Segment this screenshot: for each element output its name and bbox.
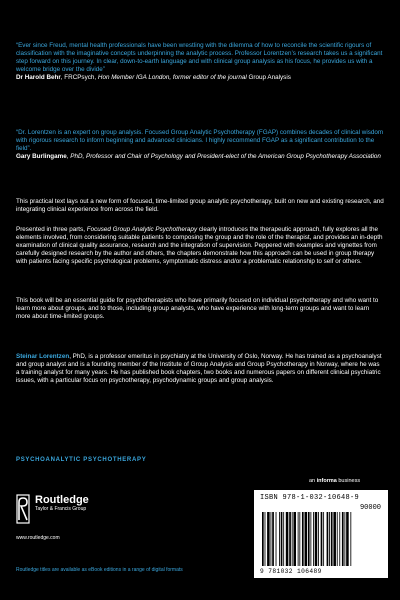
- book-title-inline: Focused Group Analytic Psychotherapy: [86, 226, 198, 233]
- endorser-degree: , PhD,: [66, 153, 86, 161]
- author-bio-text: , PhD, is a professor emeritus in psychiatry at the University of Oslo, Norway. He has trained as a psychoanalyst and group analyst and is a founding member of the Institute of Group Analysis and Group Psychotherapy in Norway, where he was a training analyst for many years. He has published book chapters, two books and numerous papers on different clinical psychiatric issues, with a particular focus on psychotherapy, psychodynamic groups and group analysis.: [16, 353, 382, 385]
- endorsement-burlingame: [16, 129, 384, 161]
- ebook-note: Routledge titles are available as eBook editions in a range of digital formats: [16, 567, 183, 573]
- publisher-logo: [16, 494, 89, 524]
- barcode: [254, 490, 388, 578]
- price-code: 90000: [359, 504, 381, 512]
- series-name: PSYCHOANALYTIC PSYCHOTHERAPY: [16, 457, 147, 463]
- endorsement-behr: [16, 42, 384, 82]
- endorser-name: Dr Harold Behr: [16, 74, 61, 82]
- endorsement-attribution: [16, 74, 384, 82]
- description-paragraph-3: This book will be an essential guide for psychotherapists who have primarily focused on individual psychotherapy and who want to learn more about groups, and to those, including group analysts, who have experience with long-term groups and want to learn more about time-limited groups.: [16, 297, 379, 321]
- author-bio: [16, 353, 384, 385]
- publisher-group: Taylor & Francis Group: [35, 506, 87, 512]
- routledge-logo-icon: [16, 494, 30, 524]
- isbn-label: ISBN 978-1-032-10648-9: [260, 494, 360, 502]
- author-name: Steinar Lorentzen: [16, 353, 70, 360]
- description-paragraph-1: This practical text lays out a new form of focused, time-limited group analytic psychotherapy, built on new and existing research, and integrating clinical experience from across the field.: [16, 198, 384, 214]
- publisher-name: Routledge: [35, 494, 89, 506]
- endorser-role: Hon Member IGA London, former editor of the journal: [97, 74, 247, 82]
- isbn-digits: 9 781032 106489: [260, 568, 322, 575]
- endorsement-attribution: [16, 153, 384, 161]
- endorser-role: Professor and Chair of Psychology and President-elect of the American Group Psychotherapy Association: [86, 153, 381, 161]
- endorser-journal: Group Analysis: [246, 74, 291, 82]
- publisher-url: www.routledge.com: [16, 535, 60, 541]
- description-paragraph-2: Presented in three parts, Focused Group Analytic Psychotherapy clearly introduces the therapeutic approach, fully explores all the elements involved, from considering suitable patients to composing the group and the role of the therapist, and provides an in-depth examination of clinical quality assurance, research and the integration of supervision. Peppered with examples and vignettes from carefully designed research by the author and others, the chapters demonstrate how this approach can be used in group therapy with patients facing specific psychological problems, symptomatic distress and/or a problematic relationship to self or others.: [16, 226, 383, 266]
- endorser-degree: , FRCPsych,: [60, 74, 98, 82]
- endorsement-quote: “Ever since Freud, mental health professionals have been wrestling with the dilemma of how to reconcile the scientific rigours of classification with the imaginative concepts underpinning the analytic process. Professor Lorentzen’s research takes us a significant step forward on this journey. In clear, down-to-earth language and with clinical group analysis as his focus, he provides us with a welcome bridge over the divide”: [16, 42, 383, 74]
- endorser-name: Gary Burlingame: [16, 153, 67, 161]
- barcode-bars-icon: [262, 512, 380, 568]
- endorsement-quote: “Dr. Lorentzen is an expert on group analysis. Focused Group Analytic Psychotherapy (FGAP) combines decades of clinical wisdom with rigorous research to inform beginning and advanced clinicians. I highly recommend FGAP as a significant contribution to the field”.: [16, 129, 384, 153]
- informa-business-label: an informa business: [309, 478, 361, 484]
- informa-brand: informa: [316, 478, 337, 484]
